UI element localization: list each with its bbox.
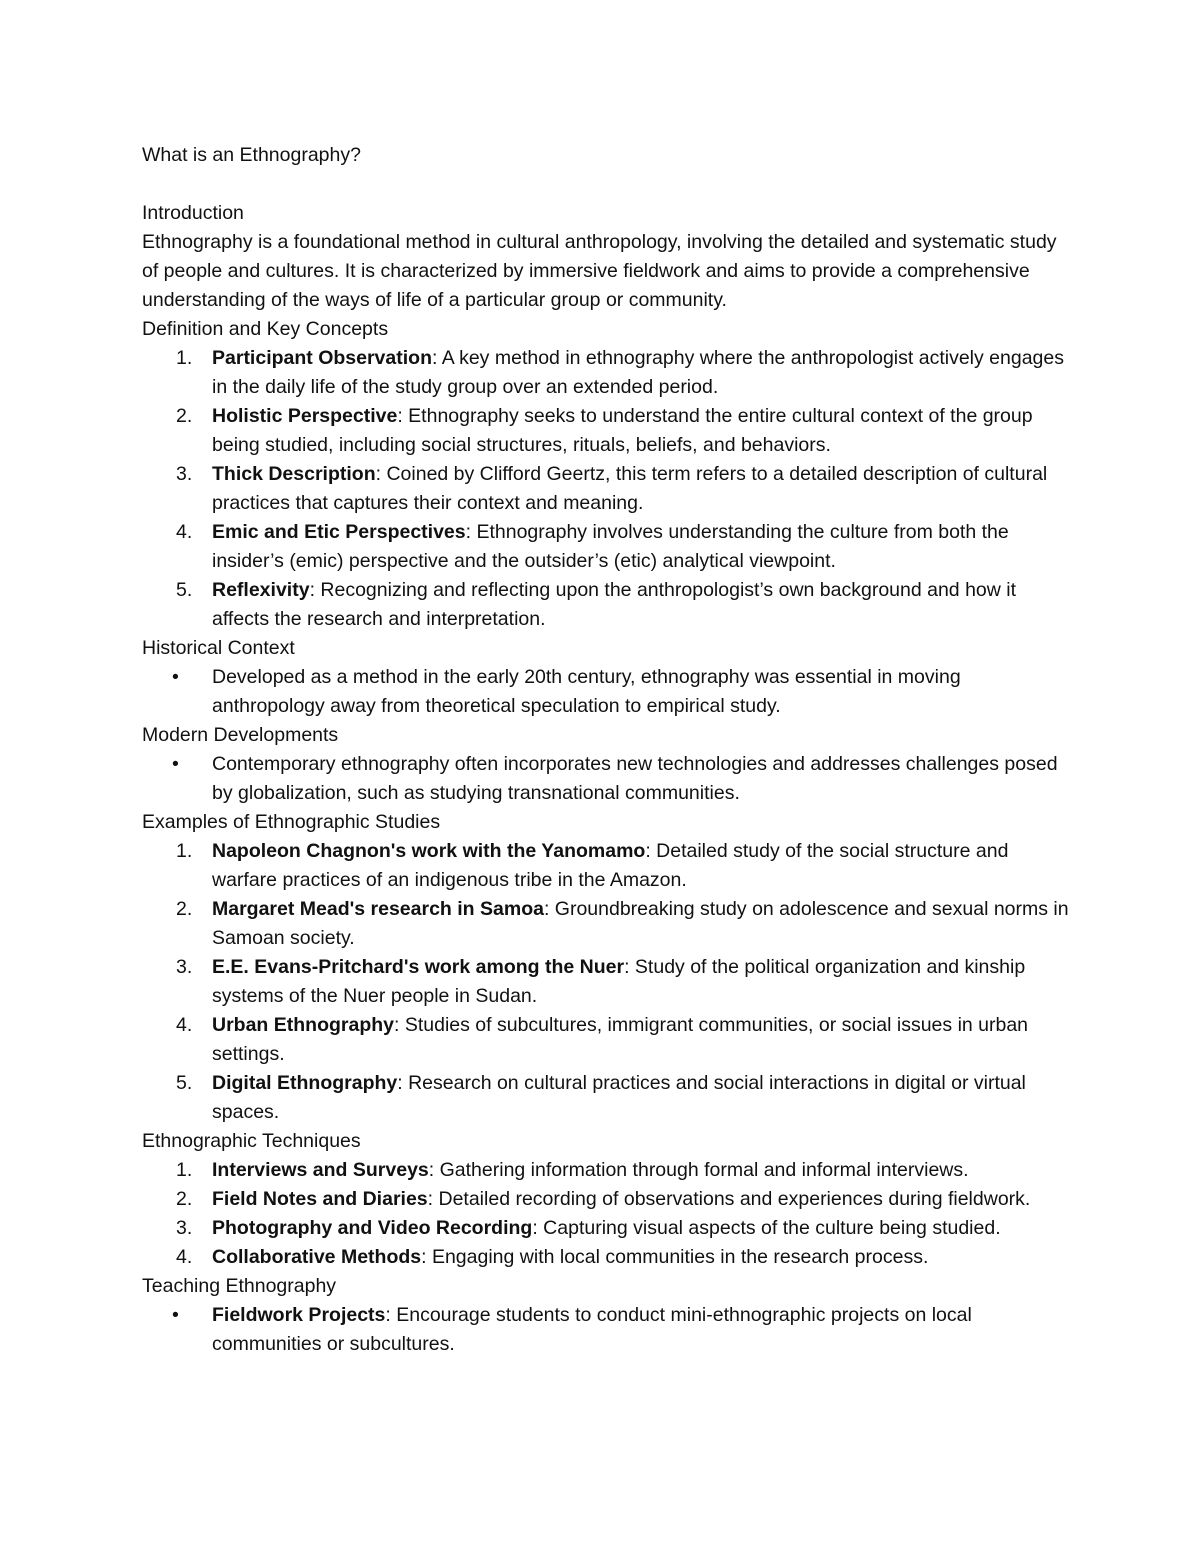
list-number: 5.	[176, 1072, 193, 1094]
list-number: 4.	[176, 1246, 193, 1268]
item-term: Napoleon Chagnon's work with the Yanomamo	[212, 840, 646, 862]
item-description: Developed as a method in the early 20th century, ethnography was essential in moving anthropology away from theoretical speculation to empirical study.	[212, 666, 961, 717]
list-item	[142, 344, 1072, 402]
item-term: Margaret Mead's research in Samoa	[212, 898, 544, 920]
bullet-marker: •	[172, 753, 179, 775]
intro-paragraph: Ethnography is a foundational method in cultural anthropology, involving the detailed and systematic study of people and cultures. It is characterized by immersive fieldwork and aims to provide a comprehensive understanding of the ways of life of a particular group or community.	[142, 231, 1057, 311]
section-heading: Examples of Ethnographic Studies	[142, 811, 441, 833]
item-term: Reflexivity	[212, 579, 310, 601]
item-term: Thick Description	[212, 463, 376, 485]
item-term: Urban Ethnography	[212, 1014, 395, 1036]
item-term: Digital Ethnography	[212, 1072, 398, 1094]
list-item	[142, 460, 1072, 518]
item-description: : Capturing visual aspects of the culture being studied.	[532, 1217, 1001, 1239]
list-item	[142, 1156, 1072, 1185]
list-number: 1.	[176, 1159, 193, 1181]
document-title: What is an Ethnography?	[142, 144, 361, 166]
item-description: : Studies of subcultures, immigrant communities, or social issues in urban settings.	[212, 1014, 1029, 1065]
list-number: 2.	[176, 405, 193, 427]
bullet-list	[142, 663, 1072, 721]
item-term: E.E. Evans-Pritchard's work among the Nuer	[212, 956, 625, 978]
section-heading: Ethnographic Techniques	[142, 1130, 361, 1152]
item-term: Fieldwork Projects	[212, 1304, 386, 1326]
list-item	[142, 895, 1072, 953]
section-heading: Modern Developments	[142, 724, 339, 746]
list-number: 3.	[176, 463, 193, 485]
list-item	[142, 1011, 1072, 1069]
list-number: 3.	[176, 1217, 193, 1239]
intro-heading: Introduction	[142, 202, 244, 224]
item-description: : Detailed study of the social structure and warfare practices of an indigenous tribe in the Amazon.	[212, 840, 1009, 891]
list-number: 4.	[176, 521, 193, 543]
numbered-list	[142, 344, 1072, 634]
item-description: : Coined by Clifford Geertz, this term refers to a detailed description of cultural practices that captures their context and meaning.	[212, 463, 1048, 514]
section-heading: Definition and Key Concepts	[142, 318, 389, 340]
item-term: Participant Observation	[212, 347, 432, 369]
bullet-list	[142, 1301, 1072, 1359]
list-item	[142, 1301, 1072, 1359]
list-item	[142, 1214, 1072, 1243]
list-number: 5.	[176, 579, 193, 601]
bullet-list	[142, 750, 1072, 808]
item-term: Photography and Video Recording	[212, 1217, 533, 1239]
item-description: : Recognizing and reflecting upon the anthropologist’s own background and how it affects the research and interpretation.	[212, 579, 1017, 630]
numbered-list	[142, 837, 1072, 1127]
item-description: : Ethnography involves understanding the culture from both the insider’s (emic) perspective and the outsider’s (etic) analytical viewpoint.	[212, 521, 1009, 572]
item-description: Contemporary ethnography often incorporates new technologies and addresses challenges posed by globalization, such as studying transnational communities.	[212, 753, 1058, 804]
item-description: : Engaging with local communities in the research process.	[421, 1246, 929, 1268]
list-item	[142, 663, 1072, 721]
sections-container	[142, 315, 1072, 1359]
item-description: : Research on cultural practices and social interactions in digital or virtual spaces.	[212, 1072, 1026, 1123]
numbered-list	[142, 1156, 1072, 1272]
bullet-marker: •	[172, 1304, 179, 1326]
item-description: : Study of the political organization and kinship systems of the Nuer people in Sudan.	[212, 956, 1026, 1007]
list-number: 2.	[176, 1188, 193, 1210]
item-description: : Detailed recording of observations and experiences during fieldwork.	[427, 1188, 1031, 1210]
list-number: 2.	[176, 898, 193, 920]
list-item	[142, 750, 1072, 808]
item-term: Collaborative Methods	[212, 1246, 422, 1268]
list-item	[142, 1243, 1072, 1272]
list-item	[142, 1069, 1072, 1127]
item-description: : A key method in ethnography where the anthropologist actively engages in the daily life of the study group over an extended period.	[212, 347, 1064, 398]
item-description: : Groundbreaking study on adolescence and sexual norms in Samoan society.	[212, 898, 1069, 949]
list-item	[142, 1185, 1072, 1214]
list-item	[142, 576, 1072, 634]
list-item	[142, 837, 1072, 895]
item-term: Emic and Etic Perspectives	[212, 521, 466, 543]
item-term: Interviews and Surveys	[212, 1159, 429, 1181]
list-item	[142, 953, 1072, 1011]
list-item	[142, 518, 1072, 576]
item-term: Holistic Perspective	[212, 405, 398, 427]
bullet-marker: •	[172, 666, 179, 688]
list-number: 4.	[176, 1014, 193, 1036]
list-number: 3.	[176, 956, 193, 978]
blank-line	[142, 170, 1072, 199]
list-number: 1.	[176, 840, 193, 862]
item-term: Field Notes and Diaries	[212, 1188, 428, 1210]
section-heading: Teaching Ethnography	[142, 1275, 337, 1297]
section-heading: Historical Context	[142, 637, 295, 659]
document-body	[142, 141, 1072, 1359]
item-description: : Encourage students to conduct mini-ethnographic projects on local communities or subcultures.	[212, 1304, 972, 1355]
list-item	[142, 402, 1072, 460]
list-number: 1.	[176, 347, 193, 369]
item-description: : Ethnography seeks to understand the entire cultural context of the group being studied, including social structures, rituals, beliefs, and behaviors.	[212, 405, 1033, 456]
item-description: : Gathering information through formal and informal interviews.	[428, 1159, 969, 1181]
